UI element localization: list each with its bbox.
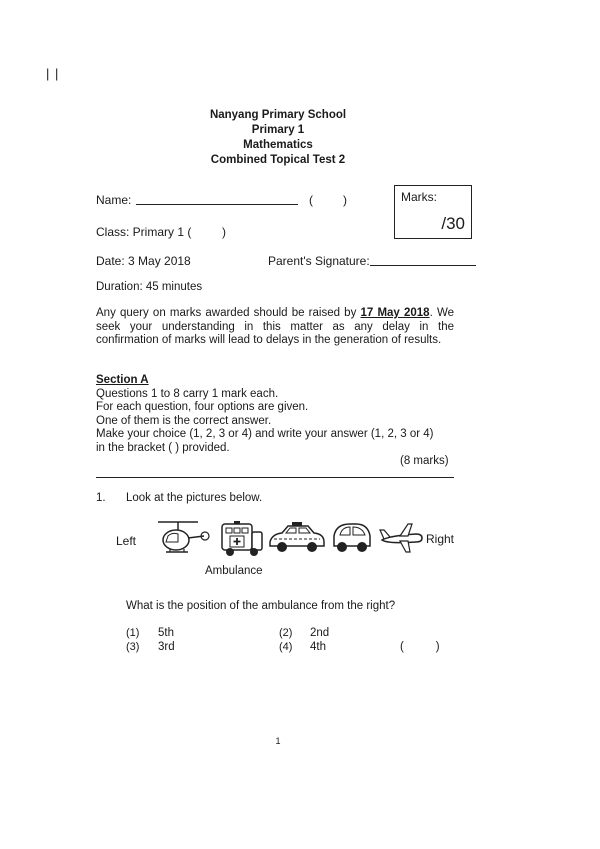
name-label: Name: bbox=[96, 193, 132, 207]
corner-mark: | | bbox=[46, 66, 60, 81]
option-number: (2) bbox=[279, 627, 293, 639]
school-name: Nanyang Primary School bbox=[209, 109, 347, 121]
name-bracket-open: ( bbox=[309, 193, 313, 207]
subject: Mathematics bbox=[243, 139, 313, 151]
helicopter-icon bbox=[154, 518, 210, 558]
date-label: Date: 3 May 2018 bbox=[96, 254, 191, 268]
question-text: What is the position of the ambulance from the right? bbox=[126, 600, 396, 612]
option-number: (4) bbox=[279, 641, 293, 653]
answer-bracket[interactable]: ( ) bbox=[400, 641, 440, 653]
left-label: Left bbox=[116, 534, 137, 548]
marks-label: Marks: bbox=[401, 190, 437, 204]
option-text[interactable]: 3rd bbox=[158, 641, 175, 653]
query-deadline: 17 May 2018 bbox=[360, 307, 430, 319]
option-number: (1) bbox=[126, 627, 140, 639]
signature-line[interactable] bbox=[370, 254, 476, 266]
query-note-after: . We seek your understanding in this matter as any delay in the confirmation of marks will lead to delays in the generation of results. bbox=[96, 307, 454, 347]
marks-box bbox=[394, 185, 472, 239]
ambulance-icon bbox=[216, 520, 266, 558]
car-icon bbox=[330, 520, 374, 556]
police-car-icon bbox=[266, 522, 328, 556]
option-text[interactable]: 2nd bbox=[310, 627, 330, 639]
option-text[interactable]: 5th bbox=[158, 627, 174, 639]
query-note bbox=[96, 307, 454, 348]
section-a-title: Section A bbox=[96, 374, 149, 386]
name-input-line[interactable] bbox=[136, 194, 298, 205]
section-a-line: in the bracket ( ) provided. bbox=[96, 441, 230, 454]
query-note-before: Any query on marks awarded should be raised by bbox=[96, 307, 361, 319]
class-label: Class: Primary 1 ( bbox=[96, 225, 192, 239]
option-number: (3) bbox=[126, 641, 140, 653]
airplane-icon bbox=[378, 520, 424, 556]
ambulance-caption: Ambulance bbox=[205, 565, 263, 577]
signature-label: Parent's Signature: bbox=[268, 254, 370, 268]
name-bracket-close: ) bbox=[343, 193, 347, 207]
class-bracket-close: ) bbox=[222, 225, 226, 239]
section-a-line: Questions 1 to 8 carry 1 mark each. bbox=[96, 387, 279, 400]
option-text[interactable]: 4th bbox=[310, 641, 326, 653]
section-a-line: For each question, four options are given. bbox=[96, 401, 309, 414]
section-a bbox=[96, 374, 433, 456]
marks-total: /30 bbox=[441, 214, 465, 233]
section-a-line: One of them is the correct answer. bbox=[96, 414, 272, 427]
question-prompt: Look at the pictures below. bbox=[126, 492, 263, 504]
duration: Duration: 45 minutes bbox=[96, 281, 203, 293]
test-title: Combined Topical Test 2 bbox=[210, 154, 346, 166]
question-number: 1. bbox=[96, 492, 106, 504]
section-a-line: Make your choice (1, 2, 3 or 4) and write your answer (1, 2, 3 or 4) bbox=[96, 428, 434, 441]
section-a-marks: (8 marks) bbox=[400, 455, 449, 467]
level: Primary 1 bbox=[251, 124, 305, 136]
right-label: Right bbox=[426, 532, 455, 546]
page-number: 1 bbox=[275, 736, 281, 746]
section-divider bbox=[96, 477, 454, 478]
